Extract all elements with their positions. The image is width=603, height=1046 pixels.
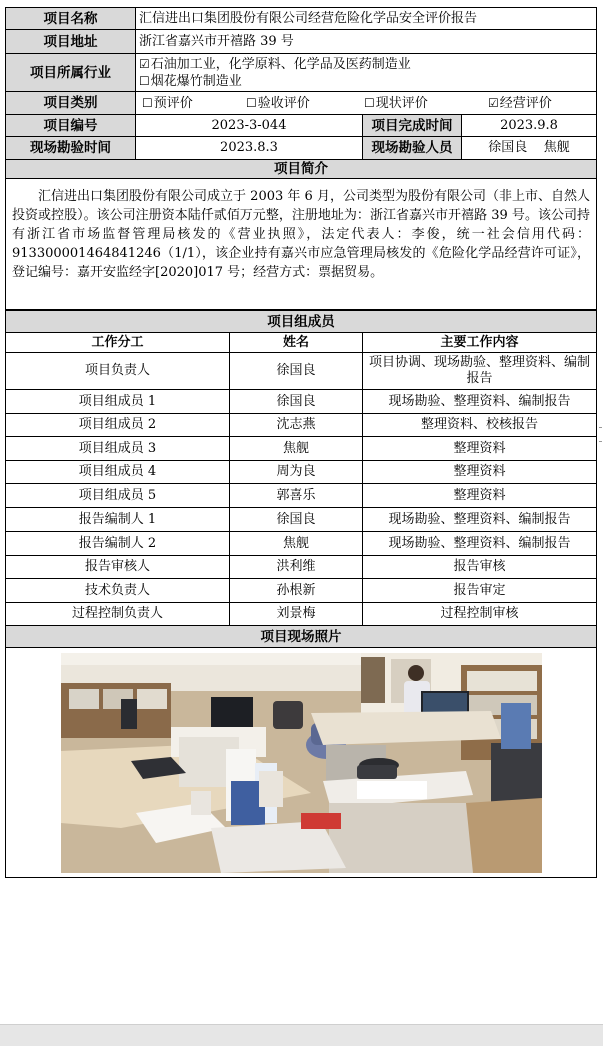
team-member-name: 郭喜乐 [230, 484, 363, 508]
survey-time-label: 现场勘验时间 [6, 137, 136, 160]
industry-option-2 [139, 73, 593, 90]
team-role: 项目组成员 5 [6, 484, 230, 508]
team-work: 整理资料 [363, 484, 597, 508]
project-number-label: 项目编号 [6, 115, 136, 137]
team-role: 项目组成员 2 [6, 414, 230, 437]
table-row [6, 603, 597, 626]
project-info-table [5, 7, 597, 310]
team-work: 整理资料 [363, 461, 597, 484]
team-work: 报告审定 [363, 579, 597, 603]
table-row [6, 556, 597, 579]
team-role: 报告编制人 2 [6, 532, 230, 556]
project-address-label: 项目地址 [6, 30, 136, 54]
photo-cell [6, 648, 597, 878]
table-row [6, 484, 597, 508]
team-header-work: 主要工作内容 [363, 333, 597, 353]
table-row [6, 414, 597, 437]
team-role: 项目组成员 4 [6, 461, 230, 484]
type-option-label: 现状评价 [375, 95, 428, 111]
team-member-name: 沈志燕 [230, 414, 363, 437]
team-role: 项目组成员 1 [6, 390, 230, 414]
project-name-label: 项目名称 [6, 8, 136, 30]
project-completion-label: 项目完成时间 [363, 115, 462, 137]
project-industry-label: 项目所属行业 [6, 54, 136, 92]
table-row [6, 437, 597, 461]
table-row [6, 390, 597, 414]
project-type-label: 项目类别 [6, 92, 136, 115]
checkbox-unchecked-icon: ☐ [246, 95, 257, 110]
project-name-value: 汇信进出口集团股份有限公司经营危险化学品安全评价报告 [136, 8, 597, 30]
type-option-acceptance [246, 95, 364, 112]
team-work: 项目协调、现场勘验、整理资料、编制报告 [363, 353, 597, 390]
project-number-value: 2023-3-044 [136, 115, 363, 137]
team-section-title: 项目组成员 [6, 311, 597, 333]
table-row [6, 579, 597, 603]
table-row [6, 508, 597, 532]
type-option-label: 经营评价 [499, 95, 552, 111]
team-member-name: 刘景梅 [230, 603, 363, 626]
team-member-name: 徐国良 [230, 353, 363, 390]
team-header-role: 工作分工 [6, 333, 230, 353]
survey-people-label: 现场勘验人员 [363, 137, 462, 160]
type-option-current [364, 95, 488, 112]
table-row [6, 353, 597, 390]
team-role: 项目组成员 3 [6, 437, 230, 461]
team-work: 现场勘验、整理资料、编制报告 [363, 508, 597, 532]
team-work: 现场勘验、整理资料、编制报告 [363, 532, 597, 556]
team-member-name: 焦舰 [230, 532, 363, 556]
team-work: 整理资料、校核报告 [363, 414, 597, 437]
team-role: 技术负责人 [6, 579, 230, 603]
team-member-name: 周为良 [230, 461, 363, 484]
team-role: 报告编制人 1 [6, 508, 230, 532]
project-address-value: 浙江省嘉兴市开禧路 39 号 [136, 30, 597, 54]
site-photo [61, 653, 542, 873]
team-work: 现场勘验、整理资料、编制报告 [363, 390, 597, 414]
evaluation-report-sheet [5, 7, 596, 878]
team-role: 报告审核人 [6, 556, 230, 579]
industry-option-1 [139, 56, 593, 73]
team-work: 整理资料 [363, 437, 597, 461]
team-work: 过程控制审核 [363, 603, 597, 626]
intro-text [6, 179, 597, 310]
team-member-name: 洪利维 [230, 556, 363, 579]
checkbox-unchecked-icon: ☐ [139, 73, 150, 88]
team-table [5, 310, 597, 878]
type-option-label: 验收评价 [257, 95, 310, 111]
type-option-pre [142, 95, 246, 112]
type-option-operation [488, 95, 552, 112]
edge-mark [599, 441, 602, 442]
survey-people-value: 徐国良 焦舰 [462, 137, 597, 160]
edge-mark [599, 427, 602, 428]
table-row [6, 461, 597, 484]
survey-time-value: 2023.8.3 [136, 137, 363, 160]
type-option-label: 预评价 [153, 95, 193, 111]
industry-option-label: 石油加工业，化学原料、化学品及医药制造业 [150, 56, 411, 72]
team-role: 过程控制负责人 [6, 603, 230, 626]
photo-section-title: 项目现场照片 [6, 626, 597, 648]
checkbox-checked-icon: ☑ [488, 95, 499, 110]
project-completion-value: 2023.9.8 [462, 115, 597, 137]
team-member-name: 徐国良 [230, 390, 363, 414]
checkbox-checked-icon: ☑ [139, 56, 150, 71]
project-industry-options [136, 54, 597, 92]
team-member-name: 焦舰 [230, 437, 363, 461]
team-header-name: 姓名 [230, 333, 363, 353]
team-member-name: 孙根新 [230, 579, 363, 603]
checkbox-unchecked-icon: ☐ [364, 95, 375, 110]
team-work: 报告审核 [363, 556, 597, 579]
intro-paragraph: 汇信进出口集团股份有限公司成立于 2003 年 6 月，公司类型为股份有限公司（非上市、自然人投资或控股）。该公司注册资本陆仟贰佰万元整，注册地址为：浙江省嘉兴市开禧路 39 号。该公司持有浙江省市场监督管理局核发的《营业执照》，法定代表人：李俊，统一社会信用代码：913300001464841246（1/1），该企业持有嘉兴市应急管理局核发的《危险化学品经营许可证》，登记编号：嘉开安监经字[2020]017 号；经营方式：票据贸易。 [12, 189, 591, 280]
table-row [6, 532, 597, 556]
horizontal-scrollbar[interactable] [0, 1024, 603, 1046]
checkbox-unchecked-icon: ☐ [142, 95, 153, 110]
project-type-options [136, 92, 597, 115]
team-member-name: 徐国良 [230, 508, 363, 532]
intro-section-title: 项目简介 [6, 160, 597, 179]
team-role: 项目负责人 [6, 353, 230, 390]
industry-option-label: 烟花爆竹制造业 [150, 73, 242, 89]
